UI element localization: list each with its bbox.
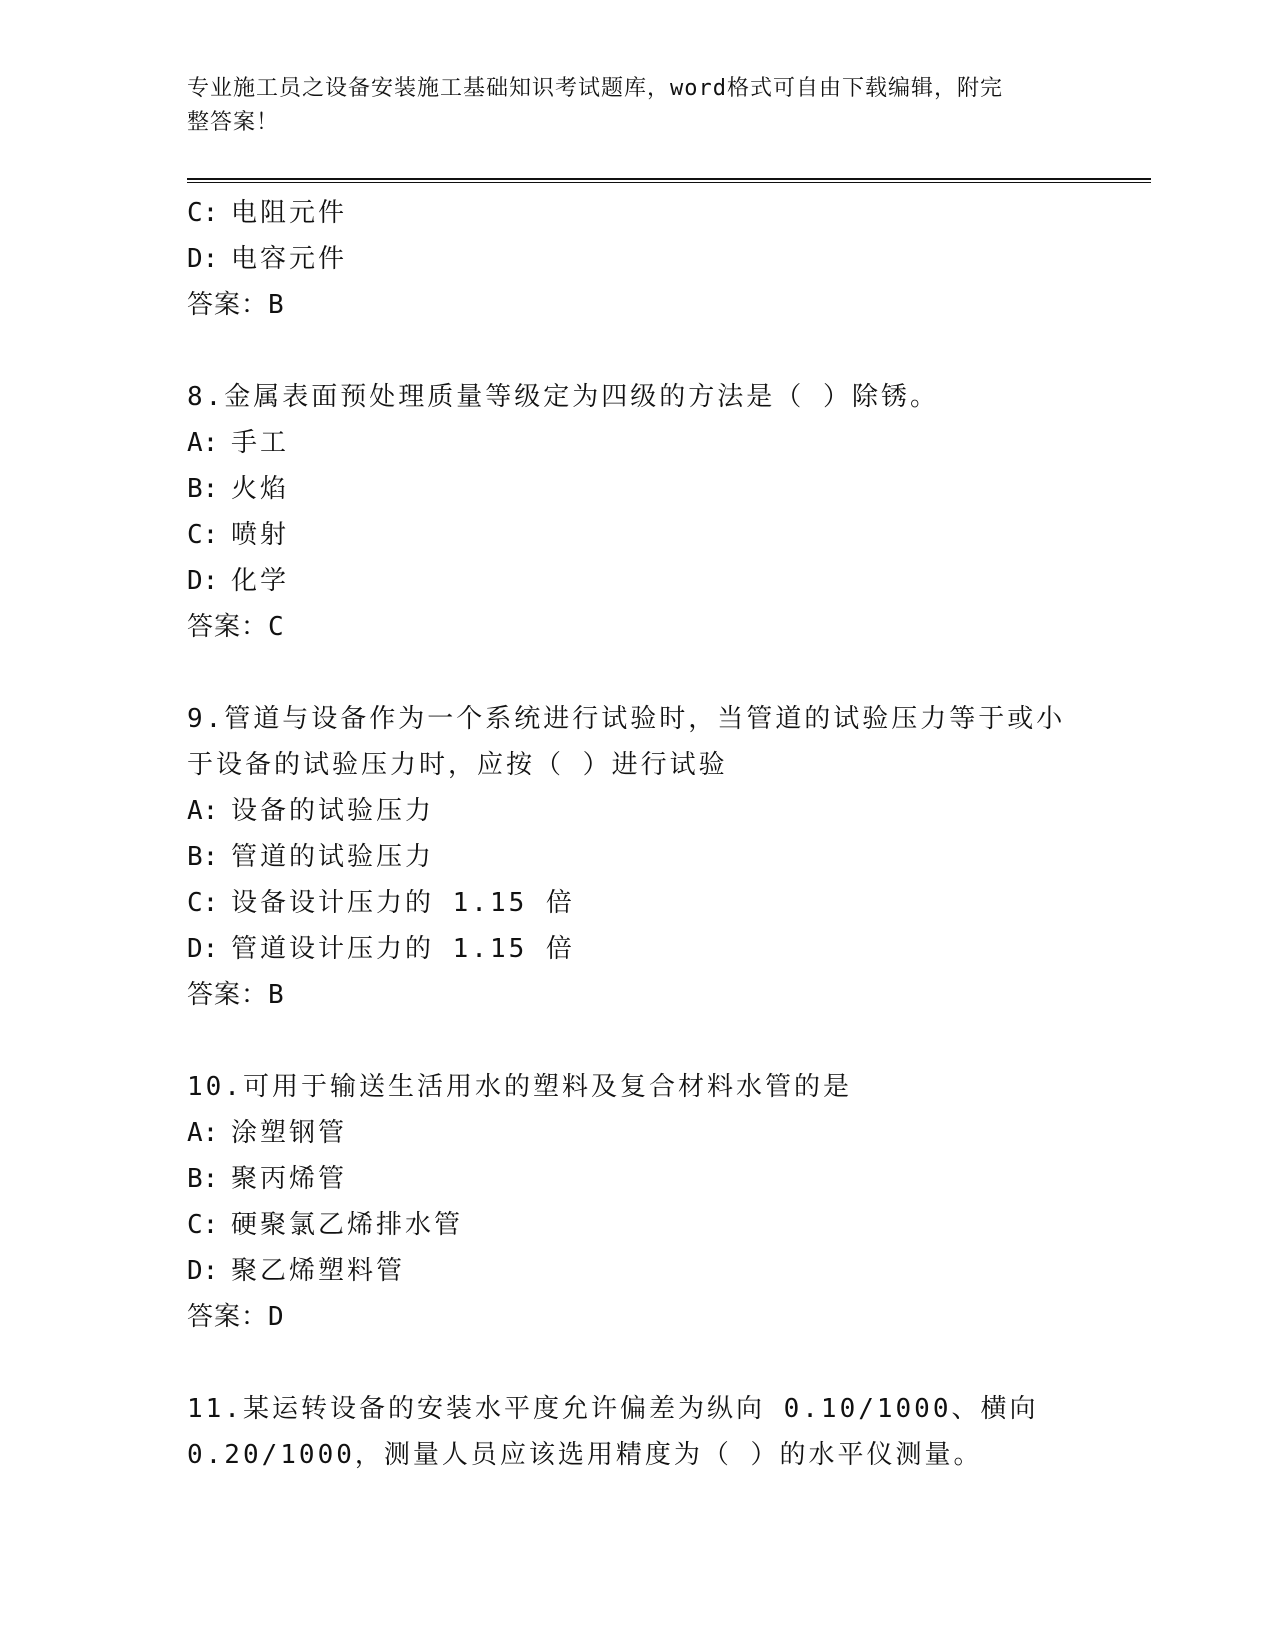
question-block-9 xyxy=(187,696,1087,1018)
option-line xyxy=(187,1110,1087,1156)
option-line xyxy=(187,926,1087,972)
question-block-8 xyxy=(187,374,1087,650)
prev-question-block xyxy=(187,190,1087,328)
option-prefix: C: xyxy=(187,520,219,550)
option-text: 设备的试验压力 xyxy=(231,796,435,826)
option-text: 聚乙烯塑料管 xyxy=(231,1256,406,1286)
option-line xyxy=(187,880,1087,926)
question-stem: 11.某运转设备的安装水平度允许偏差为纵向 0.10/1000、横向 xyxy=(187,1394,1039,1424)
option-prefix: D: xyxy=(187,566,219,596)
option-text: 电容元件 xyxy=(231,244,348,274)
option-text: 管道的试验压力 xyxy=(231,842,435,872)
option-text: 火焰 xyxy=(231,474,290,504)
question-stem: 8.金属表面预处理质量等级定为四级的方法是（ ）除锈。 xyxy=(187,382,939,412)
question-list xyxy=(187,190,1087,1478)
option-line xyxy=(187,512,1087,558)
option-prefix: A: xyxy=(187,796,219,826)
option-prefix: A: xyxy=(187,428,219,458)
option-text: 管道设计压力的 1.15 倍 xyxy=(231,934,575,964)
spacer xyxy=(187,650,1087,696)
option-line xyxy=(187,834,1087,880)
answer-line: 答案：C xyxy=(187,612,285,642)
header-divider xyxy=(187,178,1151,183)
header-line-2: 整答案！ xyxy=(187,110,280,135)
spacer xyxy=(187,1340,1087,1386)
option-line xyxy=(187,1156,1087,1202)
question-stem: 9.管道与设备作为一个系统进行试验时，当管道的试验压力等于或小 xyxy=(187,704,1066,734)
question-stem: 10.可用于输送生活用水的塑料及复合材料水管的是 xyxy=(187,1072,852,1102)
question-block-10 xyxy=(187,1064,1087,1340)
question-stem: 0.20/1000，测量人员应该选用精度为（ ）的水平仪测量。 xyxy=(187,1440,983,1470)
option-prefix: C: xyxy=(187,198,219,228)
document-header xyxy=(187,72,1067,140)
option-text: 设备设计压力的 1.15 倍 xyxy=(231,888,575,918)
option-line xyxy=(187,420,1087,466)
option-text: 涂塑钢管 xyxy=(231,1118,348,1148)
option-prefix: B: xyxy=(187,1164,219,1194)
option-line xyxy=(187,558,1087,604)
option-line xyxy=(187,466,1087,512)
option-prefix: D: xyxy=(187,1256,219,1286)
option-line xyxy=(187,1248,1087,1294)
option-line xyxy=(187,788,1087,834)
option-prefix: B: xyxy=(187,474,219,504)
option-prefix: A: xyxy=(187,1118,219,1148)
spacer xyxy=(187,1018,1087,1064)
option-text: 电阻元件 xyxy=(231,198,348,228)
option-text: 手工 xyxy=(231,428,290,458)
answer-line: 答案：D xyxy=(187,1302,285,1332)
option-prefix: C: xyxy=(187,1210,219,1240)
option-line xyxy=(187,236,1087,282)
option-text: 聚丙烯管 xyxy=(231,1164,348,1194)
header-line-1: 专业施工员之设备安装施工基础知识考试题库，word格式可自由下载编辑，附完 xyxy=(187,76,1003,101)
option-text: 喷射 xyxy=(231,520,290,550)
option-prefix: D: xyxy=(187,244,219,274)
option-prefix: C: xyxy=(187,888,219,918)
option-text: 化学 xyxy=(231,566,290,596)
question-block-11 xyxy=(187,1386,1087,1478)
answer-line: 答案：B xyxy=(187,290,285,320)
option-prefix: D: xyxy=(187,934,219,964)
spacer xyxy=(187,328,1087,374)
answer-line: 答案：B xyxy=(187,980,285,1010)
option-prefix: B: xyxy=(187,842,219,872)
option-line xyxy=(187,1202,1087,1248)
option-line xyxy=(187,190,1087,236)
question-stem: 于设备的试验压力时，应按（ ）进行试验 xyxy=(187,750,728,780)
option-text: 硬聚氯乙烯排水管 xyxy=(231,1210,464,1240)
